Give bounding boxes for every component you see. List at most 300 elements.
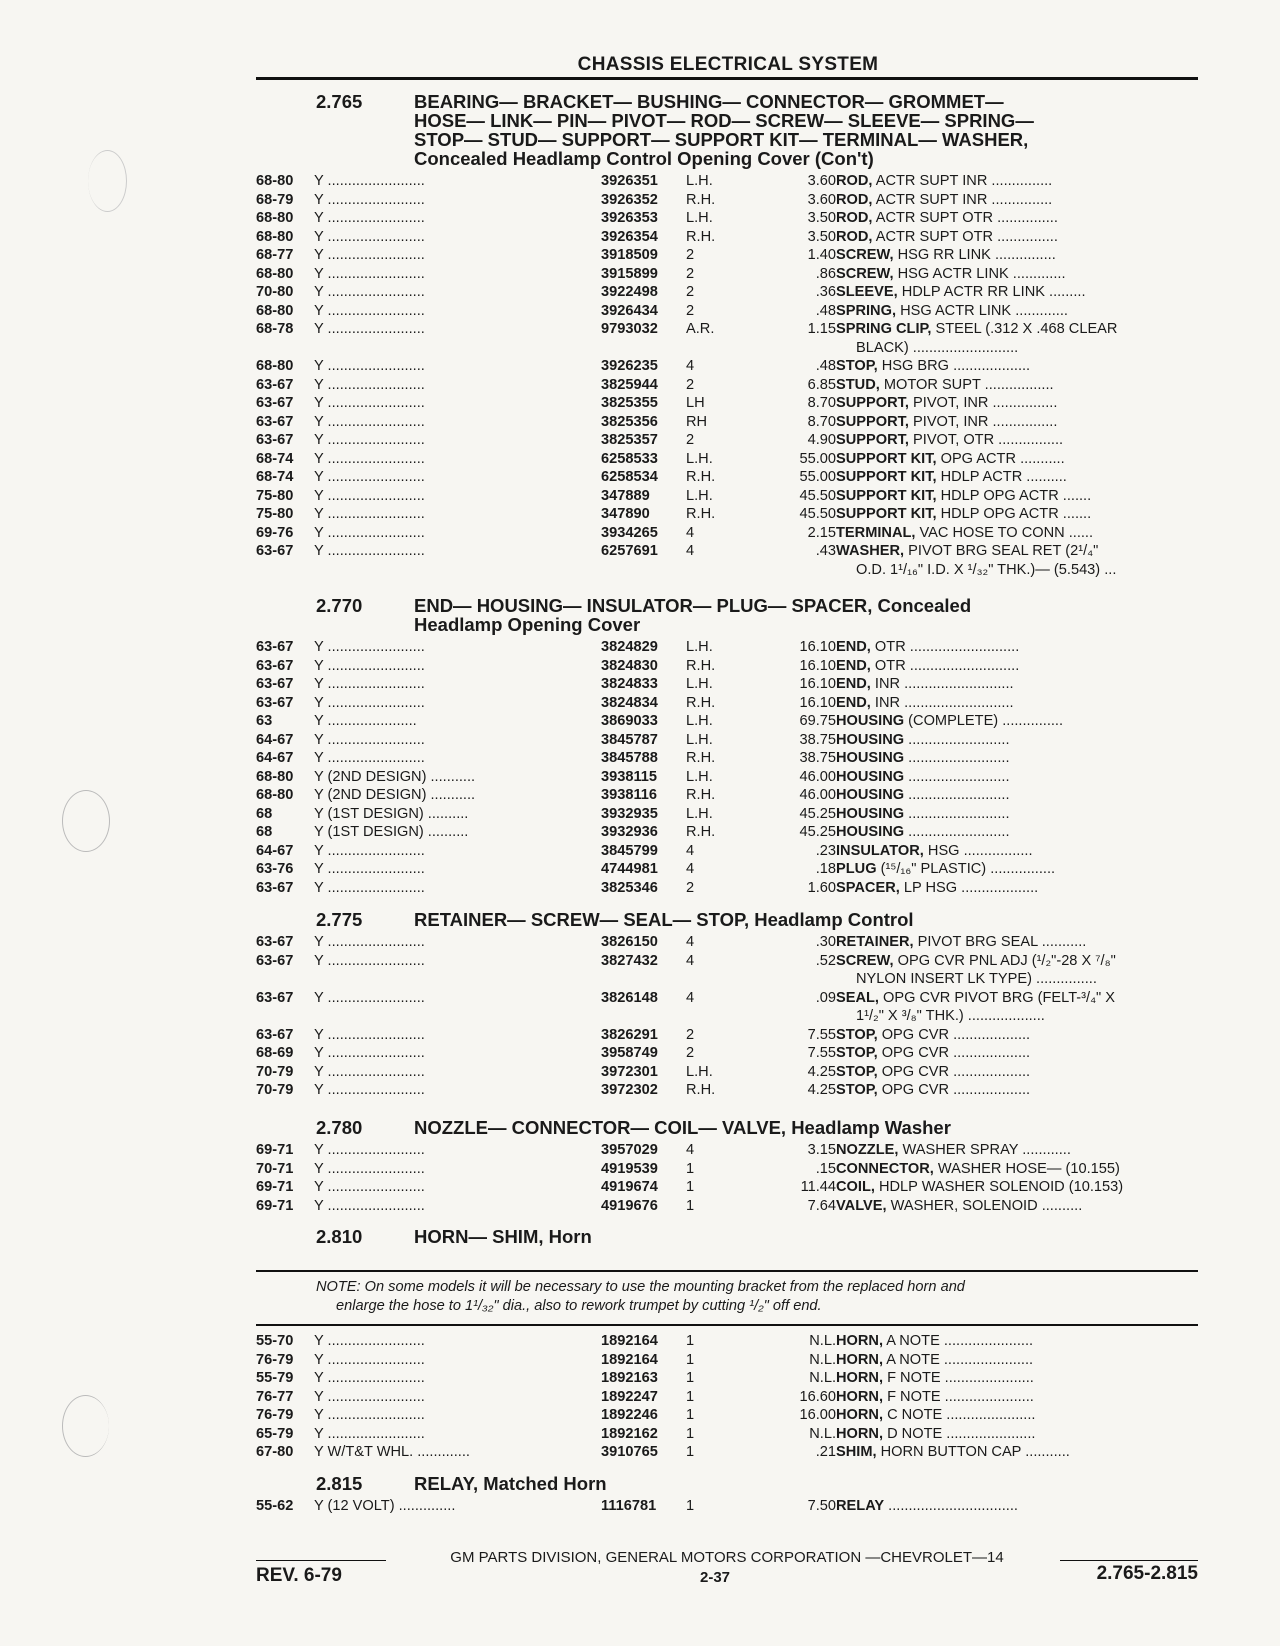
year-range: 55-62 — [256, 1498, 294, 1514]
list-item — [256, 1351, 1196, 1370]
list-item — [256, 1332, 1196, 1351]
quantity: 2 — [686, 1026, 695, 1043]
part-number: 3824830 — [601, 657, 658, 674]
price: 16.10 — [799, 694, 836, 711]
application: Y ........................ — [314, 1045, 425, 1061]
part-number: 6257691 — [601, 543, 658, 559]
application: Y ........................ — [314, 469, 425, 485]
year-range: 68 — [256, 824, 273, 840]
list-item — [256, 1425, 1196, 1444]
section-heading — [256, 1474, 1196, 1493]
quantity: 4 — [686, 524, 695, 541]
part-detail: PIVOT, INR ................ — [908, 395, 1058, 411]
price: .48 — [815, 358, 836, 374]
part-number: 3938115 — [601, 768, 658, 785]
year-range: 75-80 — [256, 487, 294, 504]
quantity: 1 — [686, 1160, 695, 1177]
part-number: 3826148 — [601, 989, 658, 1006]
price: 16.00 — [799, 1407, 836, 1423]
price: 8.70 — [807, 413, 836, 430]
description — [836, 1178, 1196, 1197]
part-number: 4744981 — [601, 861, 658, 877]
description — [836, 989, 1196, 1008]
part-detail: PIVOT BRG SEAL RET (2¹/₄" — [904, 543, 1099, 559]
price: 1.15 — [807, 321, 836, 337]
part-name: SHIM, — [836, 1444, 877, 1460]
description — [836, 1044, 1196, 1063]
application: Y ........................ — [314, 358, 425, 374]
part-number: 3918509 — [601, 247, 658, 263]
description — [836, 952, 1196, 971]
application: Y ........................ — [314, 413, 425, 430]
year-range: 76-77 — [256, 1388, 294, 1405]
price: .86 — [815, 265, 836, 282]
footer-rule-right — [1060, 1560, 1198, 1561]
section-2-815 — [256, 1474, 1196, 1516]
year-range: 63-67 — [256, 676, 294, 692]
part-name: SCREW, — [836, 952, 894, 969]
description — [836, 191, 1196, 210]
application: Y W/T&T WHL. ............. — [314, 1444, 470, 1460]
part-name: END, — [836, 639, 871, 655]
price: 7.55 — [807, 1026, 836, 1043]
part-detail: ......................... — [904, 768, 1010, 785]
part-name: HOUSING — [836, 731, 905, 748]
application: Y ........................ — [314, 506, 425, 522]
note-line-2: enlarge the hose to 1¹/₃₂" dia., also to rework trumpet by cutting ¹/₂" off end. — [336, 1298, 822, 1314]
year-range: 76-79 — [256, 1351, 294, 1368]
list-item — [256, 450, 1196, 469]
application: Y ........................ — [314, 432, 425, 448]
price: 1.40 — [807, 247, 836, 263]
year-range: 68-80 — [256, 768, 294, 785]
year-range: 68-74 — [256, 469, 294, 485]
quantity: 2 — [686, 284, 695, 300]
description — [836, 1081, 1196, 1100]
list-item — [256, 933, 1196, 952]
part-number: 3824829 — [601, 639, 658, 655]
part-detail: VAC HOSE TO CONN ...... — [915, 524, 1094, 541]
description — [836, 246, 1196, 265]
list-item — [256, 246, 1196, 265]
quantity: 1 — [686, 1351, 695, 1368]
part-name: COIL, — [836, 1179, 875, 1195]
part-detail: 1¹/₂" X ³/₈" THK.) ................... — [856, 1008, 1045, 1024]
part-detail: OPG ACTR ........... — [936, 450, 1065, 467]
quantity: 4 — [686, 934, 695, 950]
price: 16.10 — [799, 639, 836, 655]
part-number: 3825944 — [601, 376, 658, 393]
part-detail: ACTR SUPT OTR ............... — [872, 210, 1058, 226]
list-item — [256, 749, 1196, 768]
part-number: 1116781 — [601, 1498, 657, 1514]
part-number: 3932935 — [601, 805, 658, 822]
part-number: 3926354 — [601, 228, 658, 245]
quantity: 2 — [686, 265, 695, 282]
year-range: 75-80 — [256, 506, 294, 522]
year-range: 69-71 — [256, 1179, 294, 1195]
part-detail: NYLON INSERT LK TYPE) ............... — [856, 971, 1097, 987]
section-2-770 — [256, 596, 1196, 897]
list-item — [256, 394, 1196, 413]
quantity: 1 — [686, 1388, 695, 1405]
description — [836, 1141, 1196, 1160]
description — [836, 1197, 1196, 1216]
part-number: 4919676 — [601, 1197, 658, 1214]
application: Y ........................ — [314, 395, 425, 411]
part-number: 1892163 — [601, 1370, 658, 1386]
description — [836, 1369, 1196, 1388]
part-detail: ......................... — [904, 805, 1010, 822]
part-name: CONNECTOR, — [836, 1160, 934, 1177]
description — [836, 694, 1196, 713]
part-detail: A NOTE ...................... — [883, 1333, 1034, 1349]
part-detail: BLACK) .......................... — [856, 339, 1019, 356]
application: Y (2ND DESIGN) ........... — [314, 787, 476, 803]
list-item — [256, 1063, 1196, 1082]
quantity: R.H. — [686, 694, 716, 711]
list-item — [256, 1044, 1196, 1063]
section-number: 2.780 — [316, 1117, 363, 1138]
part-detail: PIVOT, OTR ................ — [908, 432, 1064, 448]
year-range: 63-67 — [256, 952, 294, 969]
description — [836, 542, 1196, 561]
part-name: HORN, — [836, 1370, 884, 1386]
part-number: 347889 — [601, 487, 650, 504]
section-title-line: END— HOUSING— INSULATOR— PLUG— SPACER, Concealed — [414, 595, 972, 616]
quantity: 1 — [686, 1407, 695, 1423]
part-detail: HORN BUTTON CAP ........... — [876, 1444, 1070, 1460]
page-title: CHASSIS ELECTRICAL SYSTEM — [577, 54, 879, 75]
year-range: 63-67 — [256, 879, 294, 896]
price: N.L. — [809, 1370, 836, 1386]
quantity: R.H. — [686, 824, 716, 840]
price: 46.00 — [799, 787, 836, 803]
price: 16.60 — [799, 1388, 836, 1405]
part-detail: ......................... — [904, 824, 1010, 840]
part-name: ROD, — [836, 191, 873, 208]
year-range: 69-71 — [256, 1142, 294, 1158]
part-name: SUPPORT KIT, — [836, 469, 937, 485]
description — [836, 1026, 1196, 1045]
application: Y ........................ — [314, 247, 425, 263]
part-name: STOP, — [836, 1026, 878, 1043]
application: Y ........................ — [314, 694, 425, 711]
price: 1.60 — [807, 879, 836, 896]
price: 11.44 — [800, 1179, 836, 1195]
list-item — [256, 209, 1196, 228]
application: Y ........................ — [314, 210, 425, 226]
price: 38.75 — [799, 750, 836, 766]
part-number: 3926434 — [601, 302, 658, 319]
application: Y ........................ — [314, 1388, 425, 1405]
part-number: 4919539 — [601, 1160, 658, 1177]
part-number: 3972302 — [601, 1082, 658, 1098]
part-name: TERMINAL, — [836, 524, 916, 541]
year-range: 64-67 — [256, 842, 294, 859]
application: Y ........................ — [314, 265, 425, 282]
quantity: R.H. — [686, 506, 716, 522]
description — [836, 209, 1196, 228]
description — [836, 657, 1196, 676]
price: 45.25 — [799, 805, 836, 822]
list-item — [256, 468, 1196, 487]
part-number: 3926351 — [601, 173, 658, 189]
section-heading — [256, 1227, 1196, 1246]
price: 16.10 — [799, 657, 836, 674]
description — [836, 394, 1196, 413]
year-range: 63-76 — [256, 861, 294, 877]
list-item — [256, 768, 1196, 787]
section-title-line: Headlamp Opening Cover — [414, 614, 641, 635]
quantity: R.H. — [686, 469, 716, 485]
description — [836, 431, 1196, 450]
list-item — [256, 228, 1196, 247]
part-number: 347890 — [601, 506, 650, 522]
list-item — [256, 952, 1196, 971]
part-name: HOUSING — [836, 805, 905, 822]
punch-hole-mark — [88, 150, 127, 212]
quantity: R.H. — [686, 750, 716, 766]
section-number: 2.810 — [316, 1226, 363, 1247]
part-number: 3869033 — [601, 713, 658, 729]
section-title-line: NOZZLE— CONNECTOR— COIL— VALVE, Headlamp Washer — [414, 1117, 951, 1138]
price: .30 — [815, 934, 836, 950]
description — [856, 561, 1216, 580]
quantity: 4 — [686, 1142, 695, 1158]
list-item — [256, 376, 1196, 395]
list-item — [256, 505, 1196, 524]
application: Y ........................ — [314, 1026, 425, 1043]
list-item — [256, 302, 1196, 321]
year-range: 68-74 — [256, 450, 294, 467]
part-number: 3825356 — [601, 413, 658, 430]
part-number: 3926235 — [601, 358, 658, 374]
list-item — [256, 265, 1196, 284]
application: Y (1ST DESIGN) .......... — [314, 824, 469, 840]
revision-label: REV. 6-79 — [256, 1565, 342, 1586]
list-item-continuation — [256, 1007, 1196, 1026]
part-name: STOP, — [836, 1082, 878, 1098]
part-detail: HSG ACTR LINK ............. — [896, 302, 1068, 319]
part-number: 1892162 — [601, 1425, 658, 1442]
part-name: HOUSING — [836, 750, 905, 766]
part-name: SPRING CLIP, — [836, 321, 932, 337]
part-detail: OPG CVR PNL ADJ (¹/₂"-28 X ⁷/₈" — [893, 952, 1116, 969]
description — [836, 842, 1196, 861]
part-name: HORN, — [836, 1425, 884, 1442]
part-name: SEAL, — [836, 989, 879, 1006]
part-number: 1892164 — [601, 1333, 658, 1349]
description — [836, 283, 1196, 302]
list-item — [256, 283, 1196, 302]
list-item — [256, 1197, 1196, 1216]
application: Y ........................ — [314, 450, 425, 467]
list-item — [256, 1026, 1196, 1045]
list-item — [256, 731, 1196, 750]
quantity: L.H. — [686, 676, 713, 692]
part-name: RETAINER, — [836, 934, 914, 950]
year-range: 63-67 — [256, 376, 294, 393]
list-item — [256, 638, 1196, 657]
price: 3.60 — [807, 173, 836, 189]
part-name: NOZZLE, — [836, 1142, 899, 1158]
price: N.L. — [809, 1425, 836, 1442]
year-range: 63-67 — [256, 694, 294, 711]
quantity: 1 — [686, 1333, 695, 1349]
quantity: 2 — [686, 376, 695, 393]
application: Y (2ND DESIGN) ........... — [314, 768, 476, 785]
part-detail: HSG BRG ................... — [877, 358, 1031, 374]
year-range: 64-67 — [256, 750, 294, 766]
part-detail: D NOTE ...................... — [883, 1425, 1036, 1442]
part-number: 4919674 — [601, 1179, 658, 1195]
section-title-line: HOSE— LINK— PIN— PIVOT— ROD— SCREW— SLEEVE— SPRING— — [414, 110, 1034, 131]
price: 6.85 — [807, 376, 836, 393]
year-range: 68-80 — [256, 787, 294, 803]
part-number: 3972301 — [601, 1063, 658, 1080]
part-detail: WASHER SPRAY ............ — [898, 1142, 1071, 1158]
section-number: 2.775 — [316, 909, 363, 930]
quantity: R.H. — [686, 1082, 716, 1098]
year-range: 68-79 — [256, 191, 294, 208]
part-name: SUPPORT KIT, — [836, 506, 937, 522]
description — [836, 1406, 1196, 1425]
part-detail: HSG ACTR LINK ............. — [893, 265, 1066, 282]
part-name: HOUSING — [836, 768, 905, 785]
quantity: L.H. — [686, 173, 713, 189]
price: .21 — [815, 1444, 836, 1460]
section-title-line: STOP— STUD— SUPPORT— SUPPORT KIT— TERMINAL— WASHER, — [414, 129, 1029, 150]
application: Y ........................ — [314, 989, 425, 1006]
description — [836, 731, 1196, 750]
footer-publisher: GM PARTS DIVISION, GENERAL MOTORS CORPORATION —CHEVROLET—14 — [450, 1549, 1004, 1566]
part-name: RELAY — [836, 1498, 885, 1514]
part-detail: HSG ................. — [923, 842, 1033, 859]
application: Y ........................ — [314, 934, 425, 950]
section-continued — [256, 1332, 1196, 1462]
part-detail: OPG CVR PIVOT BRG (FELT-³/₄" X — [878, 989, 1116, 1006]
description — [836, 786, 1196, 805]
description — [836, 524, 1196, 543]
year-range: 68-80 — [256, 173, 294, 189]
list-item — [256, 320, 1196, 339]
price: .36 — [815, 284, 836, 300]
part-number: 3826150 — [601, 934, 658, 950]
part-number: 3934265 — [601, 524, 658, 541]
part-detail: ......................... — [904, 731, 1010, 748]
application: Y ........................ — [314, 321, 425, 337]
application: Y ........................ — [314, 524, 425, 541]
year-range: 63-67 — [256, 413, 294, 430]
list-item — [256, 1081, 1196, 1100]
application: Y ........................ — [314, 657, 425, 674]
price: 8.70 — [807, 395, 836, 411]
part-detail: OPG CVR ................... — [877, 1063, 1031, 1080]
application: Y ........................ — [314, 228, 425, 245]
price: 45.50 — [799, 506, 836, 522]
year-range: 68-80 — [256, 265, 294, 282]
quantity: A.R. — [686, 321, 715, 337]
section-number: 2.815 — [316, 1473, 363, 1494]
part-number: 3826291 — [601, 1026, 658, 1043]
part-name: VALVE, — [836, 1197, 887, 1214]
price: 3.15 — [807, 1142, 836, 1158]
section-title-line: Concealed Headlamp Control Opening Cover (Con't) — [414, 148, 874, 169]
description — [836, 805, 1196, 824]
part-name: HORN, — [836, 1388, 884, 1405]
year-range: 70-80 — [256, 284, 294, 300]
description — [836, 879, 1196, 898]
list-item — [256, 1178, 1196, 1197]
part-detail: INR ........................... — [870, 676, 1014, 692]
year-range: 69-71 — [256, 1197, 294, 1214]
year-range: 67-80 — [256, 1444, 294, 1460]
year-range: 55-79 — [256, 1370, 294, 1386]
application: Y ........................ — [314, 861, 425, 877]
quantity: 2 — [686, 1045, 695, 1061]
application: Y ........................ — [314, 1407, 425, 1423]
section-title-line: HORN— SHIM, Horn — [414, 1226, 592, 1247]
part-number: 3824834 — [601, 694, 658, 711]
part-number: 3845788 — [601, 750, 658, 766]
application: Y ........................ — [314, 376, 425, 393]
application: Y ........................ — [314, 639, 425, 655]
list-item — [256, 172, 1196, 191]
price: 4.25 — [807, 1082, 836, 1098]
part-detail: STEEL (.312 X .468 CLEAR — [931, 321, 1118, 337]
list-item — [256, 487, 1196, 506]
year-range: 63-67 — [256, 934, 294, 950]
note-line-1: NOTE: On some models it will be necessary to use the mounting bracket from the replaced horn and — [316, 1279, 965, 1295]
quantity: R.H. — [686, 191, 716, 208]
part-number: 3926353 — [601, 210, 658, 226]
part-name: ROD, — [836, 173, 873, 189]
list-item — [256, 1388, 1196, 1407]
quantity: 4 — [686, 842, 695, 859]
list-item — [256, 191, 1196, 210]
year-range: 63-67 — [256, 432, 294, 448]
part-detail: MOTOR SUPT ................. — [879, 376, 1054, 393]
part-number: 3957029 — [601, 1142, 658, 1158]
quantity: L.H. — [686, 1063, 713, 1080]
part-name: HOUSING — [836, 787, 905, 803]
quantity: L.H. — [686, 768, 713, 785]
quantity: L.H. — [686, 639, 713, 655]
year-range: 63-67 — [256, 543, 294, 559]
price: 69.75 — [799, 713, 836, 729]
application: Y ........................ — [314, 284, 425, 300]
price: 4.90 — [807, 432, 836, 448]
application: Y ........................ — [314, 952, 425, 969]
year-range: 63 — [256, 713, 273, 729]
description — [836, 1063, 1196, 1082]
description — [836, 413, 1196, 432]
list-item — [256, 1141, 1196, 1160]
year-range: 68-80 — [256, 228, 294, 245]
part-number: 3915899 — [601, 265, 658, 282]
application: Y ........................ — [314, 543, 425, 559]
year-range: 64-67 — [256, 731, 294, 748]
part-number: 3845787 — [601, 731, 658, 748]
part-number: 3910765 — [601, 1444, 658, 1460]
price: 45.50 — [799, 487, 836, 504]
description — [836, 450, 1196, 469]
price: 7.55 — [807, 1045, 836, 1061]
quantity: 4 — [686, 358, 695, 374]
list-item — [256, 712, 1196, 731]
section-title-line: BEARING— BRACKET— BUSHING— CONNECTOR— GROMMET— — [414, 91, 1004, 112]
